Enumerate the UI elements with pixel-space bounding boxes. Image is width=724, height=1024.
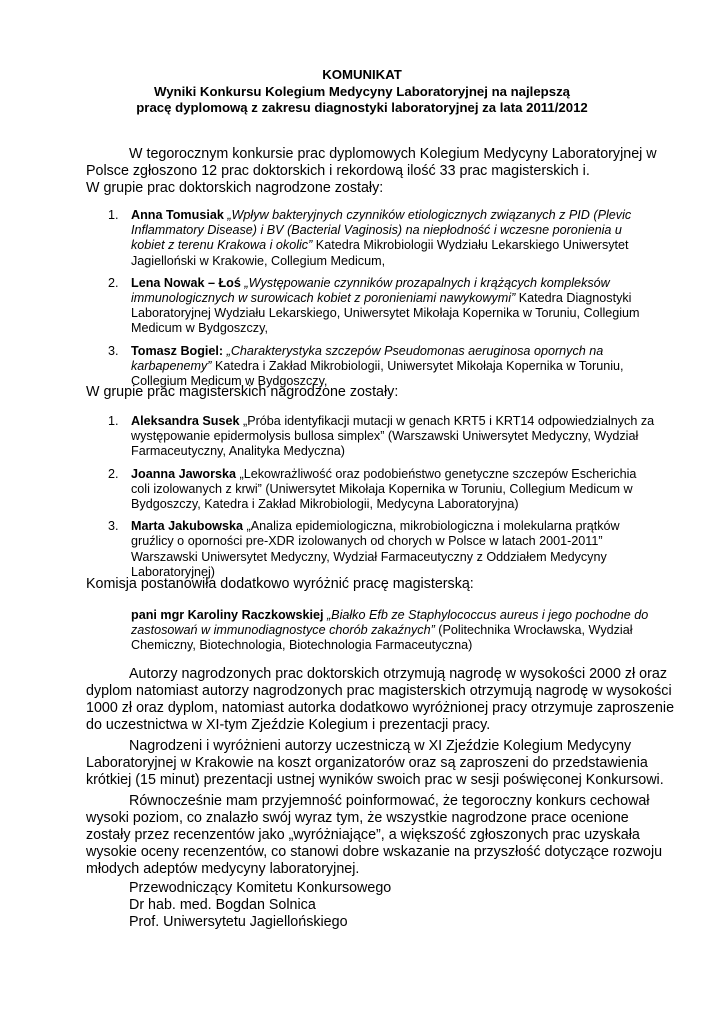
item-text: „Analiza epidemiologiczna, mikrobiologiczna i molekularna prątków [246, 519, 620, 534]
item-number: 2. [108, 466, 119, 481]
item-text: Bydgoszczy, Katedra i Zakład Mikrobiologii, Medycyna Laboratoryjna) [131, 497, 519, 512]
body-line: krótkiej (15 minut) prezentacji ustnej wyników swoich prac w sesji poświęconej Konkursowi. [86, 772, 664, 788]
item-affiliation: Katedra Diagnostyki [515, 291, 632, 306]
item-author: Tomasz Bogiel: [131, 343, 224, 358]
title-line-3: pracę dyplomową z zakresu diagnostyki laboratoryjnej za lata 2011/2012 [136, 100, 588, 115]
document-title [60, 67, 664, 117]
item-affiliation: Collegium Medicum w Bydgoszczy, [131, 374, 328, 389]
item-title: „Białko Efb ze Staphylococcus aureus i jego pochodne do [326, 608, 649, 622]
list-item [108, 344, 668, 390]
body-line: Równocześnie mam przyjemność poinformować, że tegoroczny konkurs cechował [129, 793, 650, 809]
distinction-item [131, 608, 651, 654]
item-title: zastosowań w immunodiagnostyce chorób zakaźnych” [131, 623, 435, 638]
item-affiliation: Katedra i Zakład Mikrobiologii, Uniwersytet Mikołaja Kopernika w Toruniu, [211, 358, 624, 373]
item-title: Inflammatory Disease) i BV (Bacterial Vaginosis) na niepłodność i wczesne poronienia u [131, 223, 622, 238]
item-title: „Charakterystyka szczepów Pseudomonas aeruginosa opornych na [226, 343, 604, 358]
body-line: Nagrodzeni i wyróżnieni autorzy uczestniczą w XI Zjeździe Kolegium Medycyny [129, 738, 632, 754]
item-affiliation: Medicum w Bydgoszczy, [131, 321, 268, 336]
intro-line: W tegorocznym konkursie prac dyplomowych Kolegium Medycyny Laboratoryjnej w [129, 146, 657, 162]
distinction-heading [86, 576, 642, 593]
quality-paragraph [86, 793, 663, 878]
list-item [108, 276, 668, 337]
item-affiliation: Laboratoryjnej Wydziału Lekarskiego, Uniwersytet Mikołaja Kopernika w Toruniu, Collegium [131, 306, 640, 321]
intro-line: Polsce zgłoszono 12 prac doktorskich i rekordową ilość 33 prac magisterskich i. [86, 163, 590, 179]
item-number: 1. [108, 414, 119, 428]
item-number: 3. [108, 343, 119, 358]
item-title: „Występowanie czynników prozapalnych i krążących kompleksów [244, 275, 610, 290]
item-text: Farmaceutyczny, Analityka Medyczna) [131, 444, 345, 459]
item-author: Joanna Jaworska [131, 466, 236, 481]
item-text: gruźlicy o oporności pre-XDR izolowanych od chorych w Polsce w latach 2001-2011” [131, 534, 603, 549]
list-item [108, 414, 668, 460]
body-line: Laboratoryjnej w Krakowie na koszt organizatorów oraz są zaproszeni do przedstawienia [86, 755, 648, 771]
intro-paragraph [86, 146, 657, 197]
item-title: kobiet z terenu Krakowa i okolic” [131, 238, 313, 253]
prize-paragraph [86, 666, 675, 734]
item-text: występowanie epidermolysis bullosa simplex” (Warszawski Uniwersytet Medyczny, Wydział [131, 429, 639, 444]
item-number: 3. [108, 519, 119, 534]
signature-name: Dr hab. med. Bogdan Solnica [129, 897, 316, 913]
intro-line: W grupie prac doktorskich nagrodzone zostały: [86, 180, 384, 196]
list-item [108, 467, 668, 513]
body-line: młodych adeptów medycyny laboratoryjnej. [86, 861, 360, 877]
body-line: 1000 zł oraz dyplom, natomiast autorka dodatkowo wyróżnionej pracy otrzymuje zaproszenie [86, 700, 675, 716]
item-number: 2. [108, 275, 119, 290]
item-author: Anna Tomusiak [131, 208, 224, 222]
body-line: zostały przez recenzentów jako „wyróżniające”, a większość zgłoszonych prac uzyskała [86, 827, 640, 843]
item-title: karbapenemy” [131, 358, 212, 373]
doctoral-awards-list [108, 208, 668, 396]
item-title: „Wpływ bakteryjnych czynników etiologicznych związanych z PID (Plevic [227, 208, 632, 222]
body-line: do uczestnictwa w XI-tym Zjeździe Kolegium i prezentacji pracy. [86, 717, 491, 733]
item-text: „Próba identyfikacji mutacji w genach KRT5 i KRT14 odpowiedzialnych za [243, 414, 655, 428]
body-line: Autorzy nagrodzonych prac doktorskich otrzymują nagrodę w wysokości 2000 zł oraz [129, 666, 667, 682]
signature-block [129, 880, 391, 931]
body-line: wysoki poziom, co znalazło swój wyraz tym, że wszystkie nagrodzone prace ocenione [86, 810, 629, 826]
item-author: pani mgr Karoliny Raczkowskiej [131, 608, 324, 622]
item-affiliation: Chemiczny, Biotechnologia, Biotechnologia Farmaceutyczna) [131, 638, 473, 653]
masters-awards-list [108, 414, 668, 587]
item-affiliation: Katedra Mikrobiologii Wydziału Lekarskiego Uniwersytet [312, 238, 629, 253]
masters-heading [86, 384, 642, 401]
item-author: Marta Jakubowska [131, 519, 243, 534]
title-line-2: Wyniki Konkursu Kolegium Medycyny Laboratoryjnej na najlepszą [154, 83, 570, 99]
item-affiliation: (Politechnika Wrocławska, Wydział [434, 623, 633, 638]
distinction-heading-text: Komisja postanowiła dodatkowo wyróżnić pracę magisterską: [86, 576, 474, 592]
item-author: Aleksandra Susek [131, 414, 240, 428]
item-affiliation: Jagielloński w Krakowie, Collegium Medicum, [131, 253, 386, 268]
item-title: immunologicznych w surowicach kobiet z poronieniami nawykowymi” [131, 291, 516, 306]
item-text: Warszawski Uniwersytet Medyczny, Wydział Farmaceutyczny z Oddziałem Medycyny [131, 549, 607, 564]
signature-role: Przewodniczący Komitetu Konkursowego [129, 880, 392, 896]
body-line: wysokie oceny recenzentów, co stanowi dobre wskazanie na przyszłość dotyczące rozwoju [86, 844, 663, 860]
item-text: coli izolowanych z krwi” (Uniwersytet Mikołaja Kopernika w Toruniu, Collegium Medicum w [131, 481, 633, 496]
signature-title: Prof. Uniwersytetu Jagiellońskiego [129, 914, 348, 930]
title-komunikat: KOMUNIKAT [322, 67, 402, 82]
masters-heading-text: W grupie prac magisterskich nagrodzone zostały: [86, 384, 399, 400]
item-author: Lena Nowak – Łoś [131, 275, 241, 290]
list-item [108, 208, 668, 269]
item-text: Laboratoryjnej) [131, 564, 216, 579]
body-line: dyplom natomiast autorzy nagrodzonych prac magisterskich otrzymują nagrodę w wysokości [86, 683, 672, 699]
item-number: 1. [108, 208, 119, 222]
distinction-block [131, 608, 651, 654]
congress-paragraph [86, 738, 664, 789]
list-item [108, 519, 668, 580]
item-text: „Lekowrażliwość oraz podobieństwo genetyczne szczepów Escherichia [239, 466, 637, 481]
